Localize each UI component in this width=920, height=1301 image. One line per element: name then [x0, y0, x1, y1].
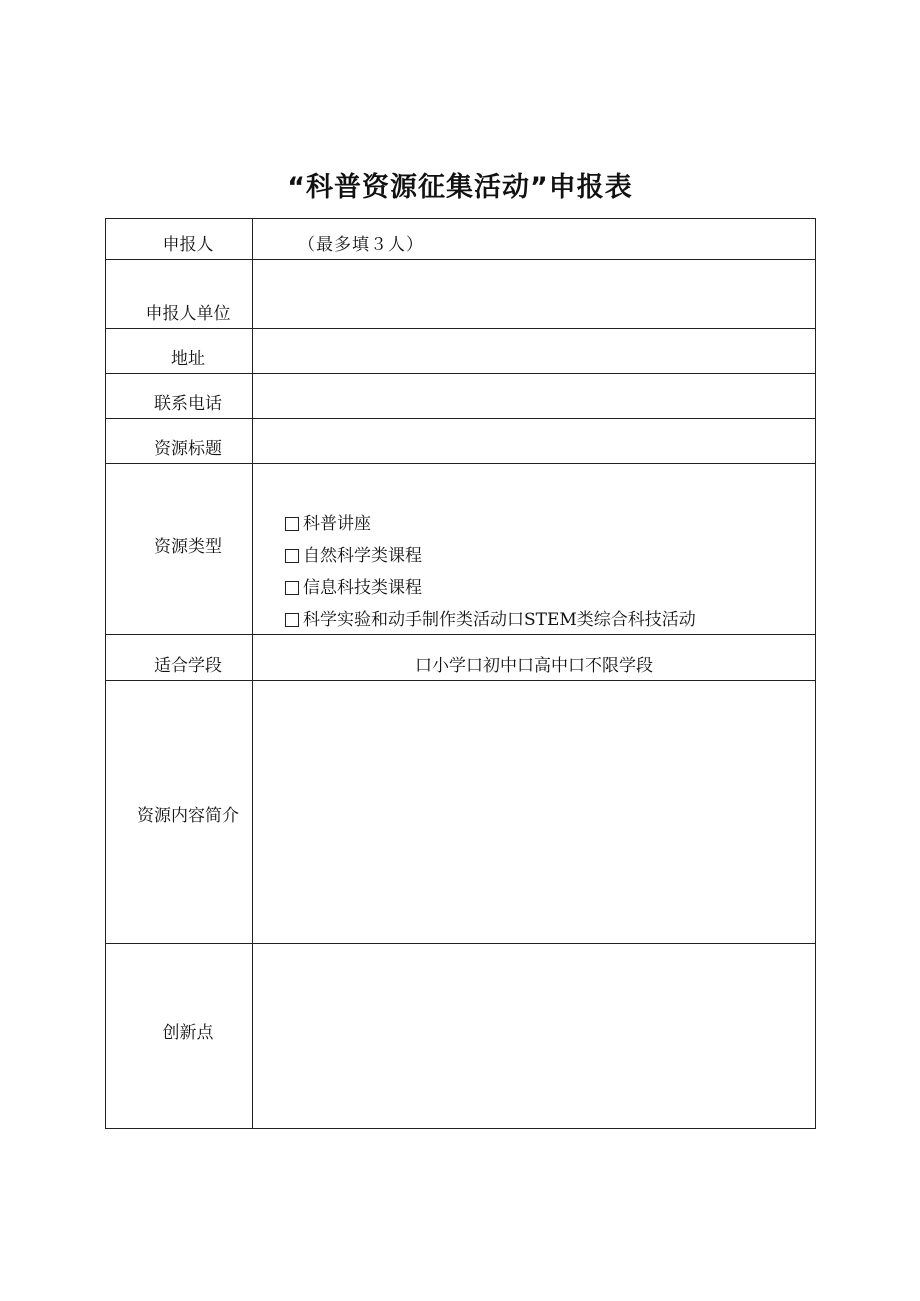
form-title: “科普资源征集活动”申报表: [287, 172, 633, 203]
phone-label: 联系电话: [154, 394, 222, 415]
intro-field[interactable]: [253, 681, 816, 944]
application-form-table: [105, 218, 816, 1129]
checkbox-icon[interactable]: [285, 613, 299, 627]
applicant-hint: （最多填３人）: [298, 235, 424, 256]
applicant-field[interactable]: [253, 219, 816, 260]
row-unit: [106, 260, 816, 329]
row-address: [106, 329, 816, 374]
resource-type-options: [285, 508, 696, 636]
grade-label: 适合学段: [154, 656, 222, 677]
intro-label: 资源内容简介: [137, 806, 239, 826]
row-phone: [106, 374, 816, 419]
unit-label: 申报人单位: [145, 304, 231, 325]
option-natural-science[interactable]: 自然科学类课程: [285, 540, 696, 572]
row-grade: [106, 635, 816, 681]
grade-field[interactable]: [253, 635, 816, 681]
resource-type-field: [253, 464, 816, 635]
row-resource-title: [106, 419, 816, 464]
resource-title-field[interactable]: [253, 419, 816, 464]
grade-options[interactable]: 口小学口初中口高中口不限学段: [415, 656, 653, 677]
unit-field[interactable]: [253, 260, 816, 329]
phone-field[interactable]: [253, 374, 816, 419]
row-resource-type: [106, 464, 816, 635]
checkbox-icon[interactable]: [285, 517, 299, 531]
option-lecture[interactable]: 科普讲座: [285, 508, 696, 540]
applicant-label: 申报人: [162, 235, 214, 256]
resource-type-label: 资源类型: [154, 537, 222, 557]
address-label: 地址: [171, 349, 205, 370]
address-field[interactable]: [253, 329, 816, 374]
resource-title-label: 资源标题: [154, 439, 222, 460]
option-info-tech[interactable]: 信息科技类课程: [285, 572, 696, 604]
row-innovation: [106, 944, 816, 1129]
row-applicant: [106, 219, 816, 260]
row-intro: [106, 681, 816, 944]
checkbox-icon[interactable]: [285, 549, 299, 563]
option-experiment-stem[interactable]: 科学实验和动手制作类活动口STEM类综合科技活动: [285, 604, 696, 636]
innovation-label: 创新点: [162, 1023, 214, 1043]
checkbox-icon[interactable]: [285, 581, 299, 595]
innovation-field[interactable]: [253, 944, 816, 1129]
